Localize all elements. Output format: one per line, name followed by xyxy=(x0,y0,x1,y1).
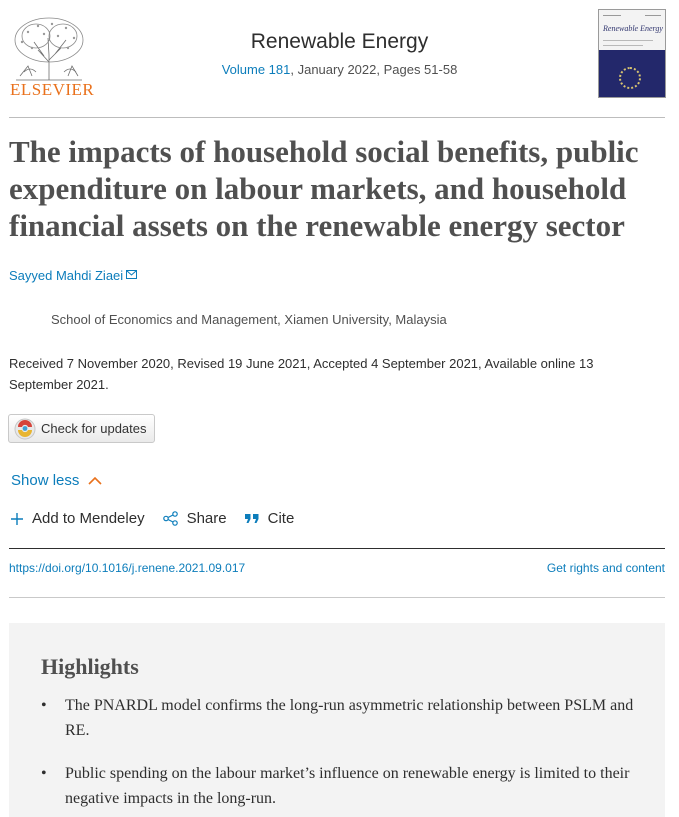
show-less-label: Show less xyxy=(11,472,80,489)
share-icon xyxy=(163,511,178,526)
bullet-icon: • xyxy=(41,765,47,782)
header-divider xyxy=(9,117,665,118)
chevron-up-icon xyxy=(88,476,102,485)
author-name[interactable]: Sayyed Mahdi Ziaei xyxy=(9,268,124,283)
doi-bar xyxy=(9,548,665,598)
author-link[interactable] xyxy=(9,268,137,283)
cover-title: Renewable Energy xyxy=(603,24,663,33)
cover-rule xyxy=(603,45,643,46)
highlight-text: Public spending on the labour market’s influence on renewable energy is limited to their negative impacts in the long-run. xyxy=(65,765,630,807)
cover-rule xyxy=(645,15,661,16)
journal-cover-thumbnail[interactable] xyxy=(598,9,666,98)
journal-title-link[interactable]: Renewable Energy xyxy=(250,30,429,53)
publisher-wordmark[interactable]: ELSEVIER xyxy=(10,80,95,99)
cover-rule xyxy=(603,40,653,41)
cover-emblem xyxy=(619,67,641,89)
get-rights-link[interactable]: Get rights and content xyxy=(546,561,665,575)
add-to-mendeley-label: Add to Mendeley xyxy=(32,510,145,527)
cite-label: Cite xyxy=(267,510,295,527)
highlight-text: The PNARDL model confirms the long-run asymmetric relationship between PSLM and RE. xyxy=(65,697,634,739)
volume-link[interactable]: Volume 181 xyxy=(221,62,291,77)
highlight-item xyxy=(41,761,641,811)
plus-icon xyxy=(11,513,23,525)
journal-header xyxy=(0,0,679,117)
crossmark-icon xyxy=(14,418,36,440)
highlights-list xyxy=(41,693,641,817)
doi-link[interactable]: https://doi.org/10.1016/j.renene.2021.09.017 xyxy=(9,561,246,575)
quote-icon xyxy=(245,513,259,524)
share-button[interactable] xyxy=(163,510,227,527)
bullet-icon: • xyxy=(41,697,47,714)
share-label: Share xyxy=(186,510,227,527)
article-title: The impacts of household social benefits, public expenditure on labour markets, and household financial assets on the renewable energy sector xyxy=(9,134,639,243)
envelope-icon[interactable] xyxy=(126,270,137,279)
show-less-toggle[interactable] xyxy=(11,472,102,489)
check-for-updates-label: Check for updates xyxy=(41,421,147,436)
affiliation: School of Economics and Management, Xiamen University, Malaysia xyxy=(51,312,447,327)
issue-details: , January 2022, Pages 51-58 xyxy=(290,62,458,77)
highlight-item xyxy=(41,693,641,743)
add-to-mendeley-button[interactable] xyxy=(11,510,145,527)
highlights-heading: Highlights xyxy=(41,654,139,679)
issue-info xyxy=(0,62,679,77)
article-actions xyxy=(11,510,312,527)
check-for-updates-button[interactable] xyxy=(8,414,155,443)
cover-rule xyxy=(603,15,621,16)
publication-dates: Received 7 November 2020, Revised 19 June 2021, Accepted 4 September 2021, Available online 13 September 2021. xyxy=(9,356,594,392)
highlights-section xyxy=(9,623,665,817)
cite-button[interactable] xyxy=(245,510,295,527)
